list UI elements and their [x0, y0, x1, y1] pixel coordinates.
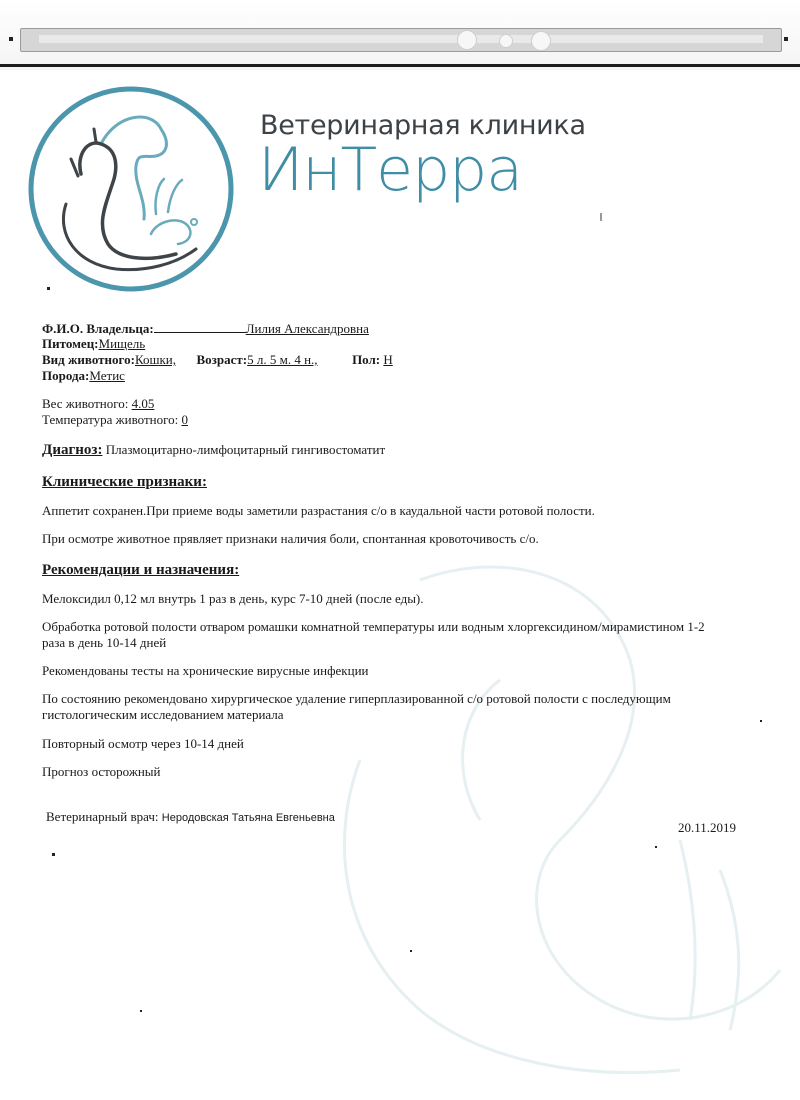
scan-speck — [410, 950, 412, 952]
scan-bubble — [457, 30, 477, 50]
temperature-value: 0 — [181, 412, 188, 427]
doctor-row — [46, 809, 335, 826]
scanner-bar — [20, 28, 782, 52]
clinic-name: ИнТерра — [258, 135, 523, 205]
pet-value: Мищель — [98, 336, 146, 351]
owner-label: Ф.И.О. Владельца: — [42, 321, 154, 336]
breed-label: Порода: — [42, 368, 90, 383]
recommendation-2: Обработка ротовой полости отваром ромашки комнатной температуры или водным хлоргексидином/мирамистином 1-2 раза в день 10-14 дней — [42, 619, 705, 650]
weight-row — [42, 396, 154, 412]
recommendations-heading: Рекомендации и назначения: — [42, 562, 240, 578]
scan-speck — [600, 213, 602, 221]
doctor-label: Ветеринарный врач: — [46, 809, 159, 824]
scan-speck — [140, 1010, 142, 1012]
scan-dot — [784, 37, 788, 41]
species-row — [42, 352, 393, 368]
sex-label: Пол: — [352, 352, 381, 367]
recommendation-4: По состоянию рекомендовано хирургическое удаление гиперплазированной с/о ротовой полости с последующим гистологическим исследованием материала — [42, 691, 671, 722]
species-value: Кошки, — [134, 352, 177, 367]
species-label: Вид животного: — [42, 352, 135, 367]
page-edge-line — [0, 64, 800, 67]
diagnosis-value: Плазмоцитарно-лимфоцитарный гингивостоматит — [105, 442, 386, 457]
scan-bubble — [531, 31, 551, 51]
temperature-row — [42, 412, 188, 428]
age-label: Возраст: — [196, 352, 248, 367]
temperature-label: Температура животного: — [42, 412, 179, 427]
breed-row — [42, 368, 125, 384]
document-date: 20.11.2019 — [678, 820, 737, 835]
recommendation-1: Мелоксидил 0,12 мл внутрь 1 раз в день, курс 7-10 дней (после еды). — [42, 591, 424, 606]
clinic-subtitle: Ветеринарная клиника — [260, 110, 586, 141]
diagnosis-row — [42, 442, 385, 458]
age-value: 5 л. 5 м. 4 н., — [247, 352, 318, 367]
breed-value: Метис — [89, 368, 125, 383]
recommendation-3: Рекомендованы тесты на хронические вирусные инфекции — [42, 663, 369, 678]
owner-value: Лилия Александровна — [245, 321, 369, 336]
clinical-paragraph-2: При осмотре животное прявляет признаки наличия боли, спонтанная кровоточивость с/о. — [42, 531, 539, 546]
scan-speck — [47, 287, 50, 290]
scan-speck — [52, 853, 55, 856]
scan-top-strip — [0, 0, 800, 70]
clinical-paragraph-1: Аппетит сохранен.При приеме воды заметили разрастания с/о в каудальной части ротовой полости. — [42, 503, 595, 518]
scan-bubble — [499, 34, 513, 48]
scan-speck — [760, 720, 762, 722]
diagnosis-label: Диагноз: — [42, 442, 103, 458]
recommendation-5: Повторный осмотр через 10-14 дней — [42, 736, 244, 751]
pet-row — [42, 336, 145, 352]
weight-value: 4.05 — [131, 396, 155, 411]
clinic-logo — [26, 84, 236, 294]
weight-label: Вес животного: — [42, 396, 129, 411]
recommendation-6: Прогноз осторожный — [42, 764, 161, 779]
pet-label: Питомец: — [42, 336, 99, 351]
owner-row — [42, 320, 369, 337]
clinical-heading: Клинические признаки: — [42, 474, 207, 490]
scanner-bar-inner — [39, 35, 763, 43]
sex-value: Н — [383, 352, 393, 367]
owner-blank-line — [154, 320, 246, 333]
doctor-name: Неродовская Татьяна Евгеньевна — [161, 812, 335, 824]
scan-dot — [9, 37, 13, 41]
scan-speck — [655, 846, 657, 848]
